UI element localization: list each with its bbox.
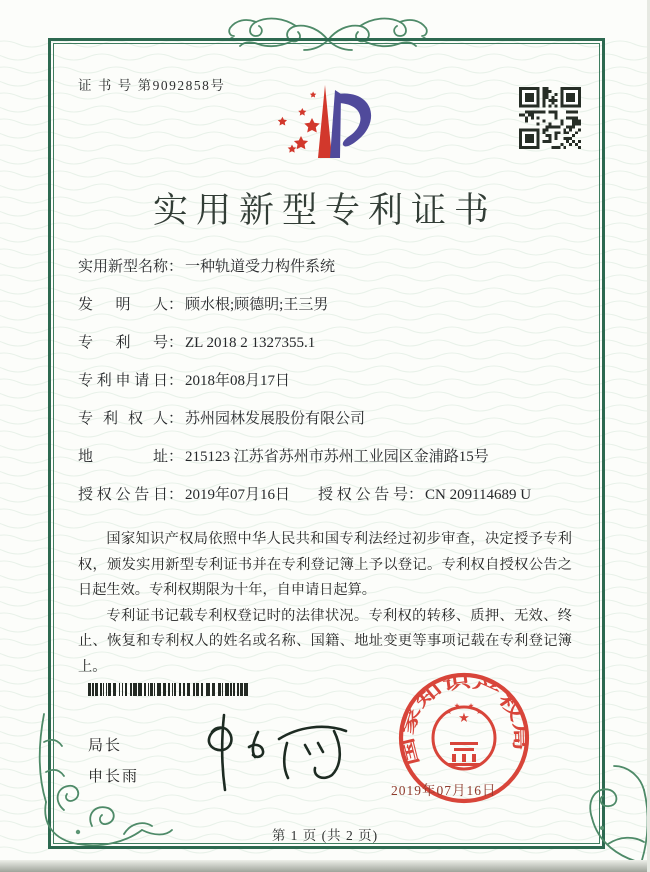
field-value: 一种轨道受力构件系统 [185,259,336,275]
national-emblem-icon [433,702,495,769]
field-value: 2018年08月17日 [185,373,291,389]
scan-shadow-bottom [0,860,650,872]
field-row-patent-number [78,333,578,353]
svg-text:★: ★ [475,708,483,716]
field-colon: ： [168,487,184,503]
certificate-number: 证 书 号 第9092858号 [78,78,226,93]
field-label: 专利号 [78,335,168,351]
director-name: 申长雨 [88,768,140,785]
logo-blue-p [330,90,371,158]
field-label: 专利申请日 [78,373,168,389]
certificate-title: 实用新型专利证书 [152,191,497,230]
field-row-utility-model-name [78,257,578,277]
logo-red-spike [318,85,332,158]
page-footer: 第 1 页 (共 2 页) [271,828,379,843]
svg-text:★: ★ [453,702,461,710]
field-colon: ： [168,335,184,351]
barcode [88,683,253,696]
svg-text:★: ★ [467,702,475,710]
svg-text:★: ★ [458,710,470,725]
field-row-filing-date [78,371,578,391]
field-row-inventors [78,295,578,315]
signoff-block [88,730,139,792]
field-row-patentee [78,409,578,429]
field-label: 专利权人 [78,411,168,427]
field-colon: ： [408,487,424,503]
field-label: 授权公告日 [78,487,168,503]
grant-number-group [318,485,531,505]
field-label: 发明人 [78,297,168,313]
field-value: ZL 2018 2 1327355.1 [185,335,316,351]
field-colon: ： [168,373,184,389]
field-label: 实用新型名称 [78,259,169,275]
logo-stars [278,92,320,153]
field-row-address [78,447,578,467]
field-value: 苏州园林发展股份有限公司 [185,411,366,427]
field-value: 顾水根;顾德明;王三男 [185,297,329,313]
seal-date: 2019年07月16日 [391,783,497,798]
director-title: 局长 [88,737,123,754]
field-value: CN 209114689 U [425,487,532,503]
grant-paragraph: 国家知识产权局依照中华人民共和国专利法经过初步审查，决定授予专利权，颁发实用新型专利证书并在专利登记簿上予以登记。专利权自授权公告之日起生效。专利权期限为十年，自申请日起算。 [78,531,572,599]
field-label: 地址 [78,449,168,465]
field-row-grant-announcement [78,485,578,505]
field-value: 215123 江苏省苏州市苏州工业园区金浦路15号 [185,449,489,465]
field-colon: ： [168,411,184,427]
field-label: 授权公告号 [318,487,408,503]
qr-code [519,87,581,149]
field-value: 2019年07月16日 [185,487,291,503]
field-colon: ： [168,297,184,313]
cnipa-logo [268,80,388,170]
legal-status-paragraph: 专利证书记载专利权登记时的法律状况。专利权的转移、质押、无效、终止、恢复和专利权人的姓名或名称、国籍、地址变更等事项记载在专利登记簿上。 [78,607,572,675]
grant-date-group [78,485,318,505]
svg-text:★: ★ [445,708,453,716]
field-colon: ： [168,259,184,275]
fields-section [78,257,578,523]
director-signature-script [183,700,358,798]
seal-agency-text: 国家知识产权局 [399,674,528,767]
field-colon: ： [168,449,184,465]
